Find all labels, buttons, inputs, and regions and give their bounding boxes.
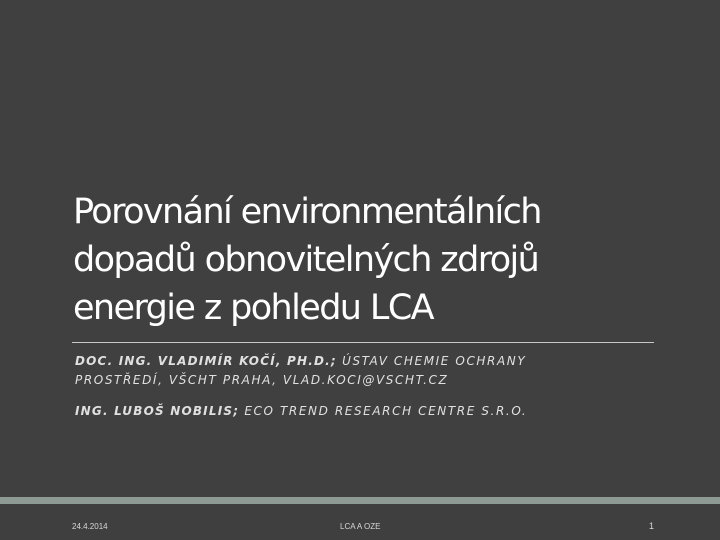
author-1-row [75, 352, 675, 371]
page-number: 1 [648, 521, 654, 531]
author-1-affiliation: ÚSTAV CHEMIE OCHRANY [342, 354, 527, 368]
author-2-name: ING. LUBOŠ NOBILIS; [75, 404, 240, 418]
title-line-1: Porovnání environmentálních [73, 192, 541, 232]
footer-band [0, 497, 720, 504]
title-divider [72, 342, 654, 343]
author-1-name: DOC. ING. VLADIMÍR KOČÍ, PH.D.; [75, 354, 337, 368]
footer-center-text: LCA A OZE [340, 522, 381, 531]
author-2-affiliation: ECO TREND RESEARCH CENTRE S.R.O. [244, 404, 528, 418]
title-line-3: energie z pohledu LCA [73, 288, 433, 328]
author-1-affiliation-cont: PROSTŘEDÍ, VŠCHT PRAHA, VLAD.KOCI@VSCHT.CZ [75, 373, 449, 387]
footer-date: 24.4.2014 [72, 522, 108, 531]
slide-footer [0, 504, 720, 540]
title-line-2: dopadů obnovitelných zdrojů [73, 240, 539, 280]
slide-subtitle [75, 352, 675, 421]
slide-title [73, 188, 683, 332]
author-2-row [75, 402, 675, 421]
